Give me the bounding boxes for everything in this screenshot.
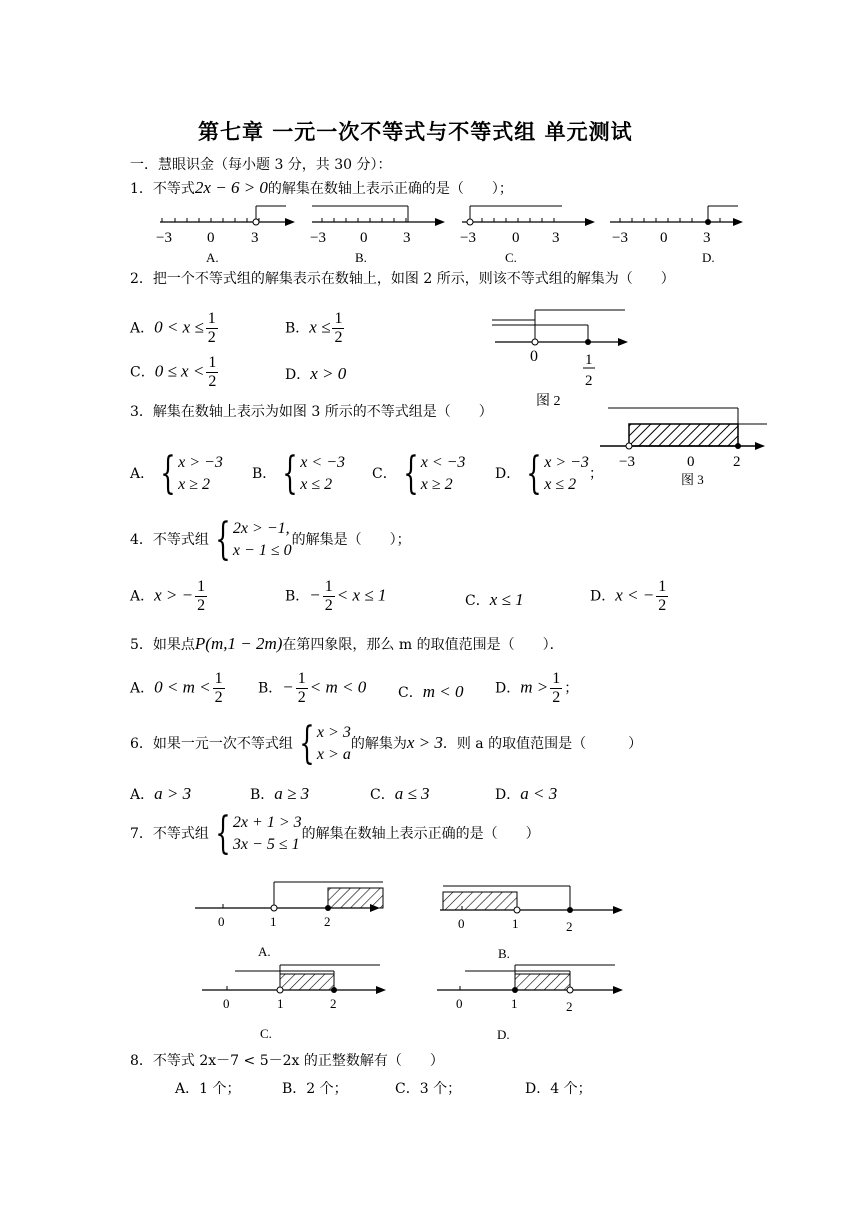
q2-stem: 2．把一个不等式组的解集表示在数轴上，如图 2 所示，则该不等式组的解集为（ ）	[130, 271, 675, 287]
q6-option-a: A．a > 3	[130, 784, 192, 803]
q1-stem: 1．不等式2x − 6 > 0的解集在数轴上表示正确的是（ ）；	[130, 178, 513, 197]
q4-option-d: D．x < − $\frac{1}{2}$	[590, 578, 667, 614]
tick-label: 1	[270, 914, 277, 929]
q2-figure	[490, 305, 640, 415]
q8-stem: 8．不等式 2x－7 < 5－2x 的正整数解有（ ）	[130, 1053, 444, 1069]
q6-option-c: C．a ≤ 3	[370, 784, 430, 803]
q3-option-a: A． { x > −3 x ≥ 2	[130, 448, 223, 499]
option-label: A.	[258, 944, 271, 959]
q4-option-a: A．x > − $\frac{1}{2}$	[130, 578, 206, 614]
q1-line-d	[610, 206, 743, 265]
q4-stem: 4．不等式组 { 2x > −1, x − 1 ≤ 0 的解集是（ ）；	[130, 514, 411, 565]
q1-line-b	[310, 206, 445, 265]
tick-label: 3	[552, 230, 560, 246]
option-label: A.	[206, 250, 219, 265]
tick-label: −3	[460, 230, 476, 246]
option-label: B.	[355, 250, 367, 265]
tick-label: −3	[612, 230, 628, 246]
tick-label: 2	[324, 914, 331, 929]
q5-option-d: D．m > $\frac{1}{2}$ ；	[495, 670, 579, 706]
tick-label: 0	[207, 230, 215, 246]
q3-option-c: C． { x < −3 x ≥ 2	[372, 448, 466, 499]
figure-caption: 图 2	[536, 394, 561, 409]
q5-option-a: A．0 < m < $\frac{1}{2}$	[130, 670, 223, 706]
tick-label: 0	[458, 916, 465, 931]
q1-expression: 2x − 6 > 0	[194, 178, 268, 197]
q1-line-c	[460, 206, 595, 265]
section-heading: 一．慧眼识金（每小题 3 分，共 30 分）：	[130, 157, 392, 173]
option-label: D.	[702, 250, 715, 265]
q7-number-lines	[190, 870, 640, 1050]
tick-label: 0	[456, 996, 463, 1011]
page-title: 第七章 一元一次不等式与不等式组 单元测试	[198, 119, 633, 144]
tick-label: 2	[733, 454, 741, 470]
q6-stem: 6．如果一元一次不等式组 { x > 3 x > a 的解集为x > 3．则 a 的取值范围是（ ）	[130, 718, 643, 769]
option-label: C.	[505, 250, 517, 265]
q8-option-b: B．2 个；	[282, 1081, 348, 1097]
q7-stem: 7．不等式组 { 2x + 1 > 3 3x − 5 ≤ 1 的解集在数轴上表示正确的是（ ）	[130, 808, 540, 859]
q7-line-a	[195, 882, 383, 959]
tick-label: −3	[619, 454, 635, 470]
q2-option-c: C．0 ≤ x < $\frac{1}{2}$	[130, 354, 217, 390]
q8-option-c: C．3 个；	[395, 1081, 462, 1097]
q2-option-b: B．x ≤ $\frac{1}{2}$	[285, 310, 343, 346]
q2-option-d: D．x > 0	[285, 364, 347, 383]
q1-number-lines	[150, 200, 760, 270]
q7-line-b	[440, 886, 623, 961]
tick-label: 1	[585, 352, 593, 368]
q6-option-b: B．a ≥ 3	[250, 784, 310, 803]
q5-stem: 5．如果点P(m,1 − 2m)在第四象限，那么 m 的取值范围是（ ）．	[130, 634, 564, 653]
q7-line-d	[437, 965, 623, 1042]
tick-label: −3	[156, 230, 172, 246]
tick-label: 0	[660, 230, 668, 246]
q3-option-d: D． { x > −3 x ≤ 2 ；	[495, 448, 603, 499]
tick-label: 0	[687, 454, 695, 470]
q5-option-c: C．m < 0	[398, 682, 464, 701]
tick-label: 0	[360, 230, 368, 246]
option-label: C.	[260, 1026, 272, 1041]
q3-stem: 3．解集在数轴上表示为如图 3 所示的不等式组是（ ）	[130, 404, 493, 420]
tick-label: 1	[512, 916, 519, 931]
tick-label: 3	[403, 230, 411, 246]
q6-option-d: D．a < 3	[495, 784, 558, 803]
tick-label: 0	[218, 914, 225, 929]
q7-line-c	[202, 965, 386, 1041]
tick-label: 1	[277, 996, 284, 1011]
q8-option-d: D．4 个；	[525, 1081, 592, 1097]
tick-label: 3	[251, 230, 259, 246]
q1-line-a	[156, 206, 295, 265]
tick-label: −3	[310, 230, 326, 246]
q3-figure	[595, 400, 775, 490]
q8-option-a: A．1 个；	[175, 1081, 241, 1097]
tick-label: 2	[330, 996, 337, 1011]
tick-label: 3	[703, 230, 711, 246]
tick-label: 2	[566, 919, 573, 934]
tick-label: 2	[566, 999, 573, 1014]
q3-option-b: B． { x < −3 x ≤ 2	[252, 448, 345, 499]
figure-caption: 图 3	[681, 472, 704, 487]
tick-label: 2	[585, 373, 593, 389]
q5-option-b: B．− $\frac{1}{2}$ < m < 0	[258, 670, 367, 706]
option-label: D.	[497, 1027, 510, 1042]
tick-label: 0	[512, 230, 520, 246]
q2-option-a: A．0 < x ≤ $\frac{1}{2}$	[130, 310, 216, 346]
option-label: B.	[498, 946, 510, 961]
tick-label: 1	[511, 996, 518, 1011]
q4-option-c: C．x ≤ 1	[465, 590, 524, 609]
tick-label: 0	[530, 348, 538, 365]
tick-label: 0	[223, 996, 230, 1011]
q4-option-b: B．− $\frac{1}{2}$ < x ≤ 1	[285, 578, 387, 614]
